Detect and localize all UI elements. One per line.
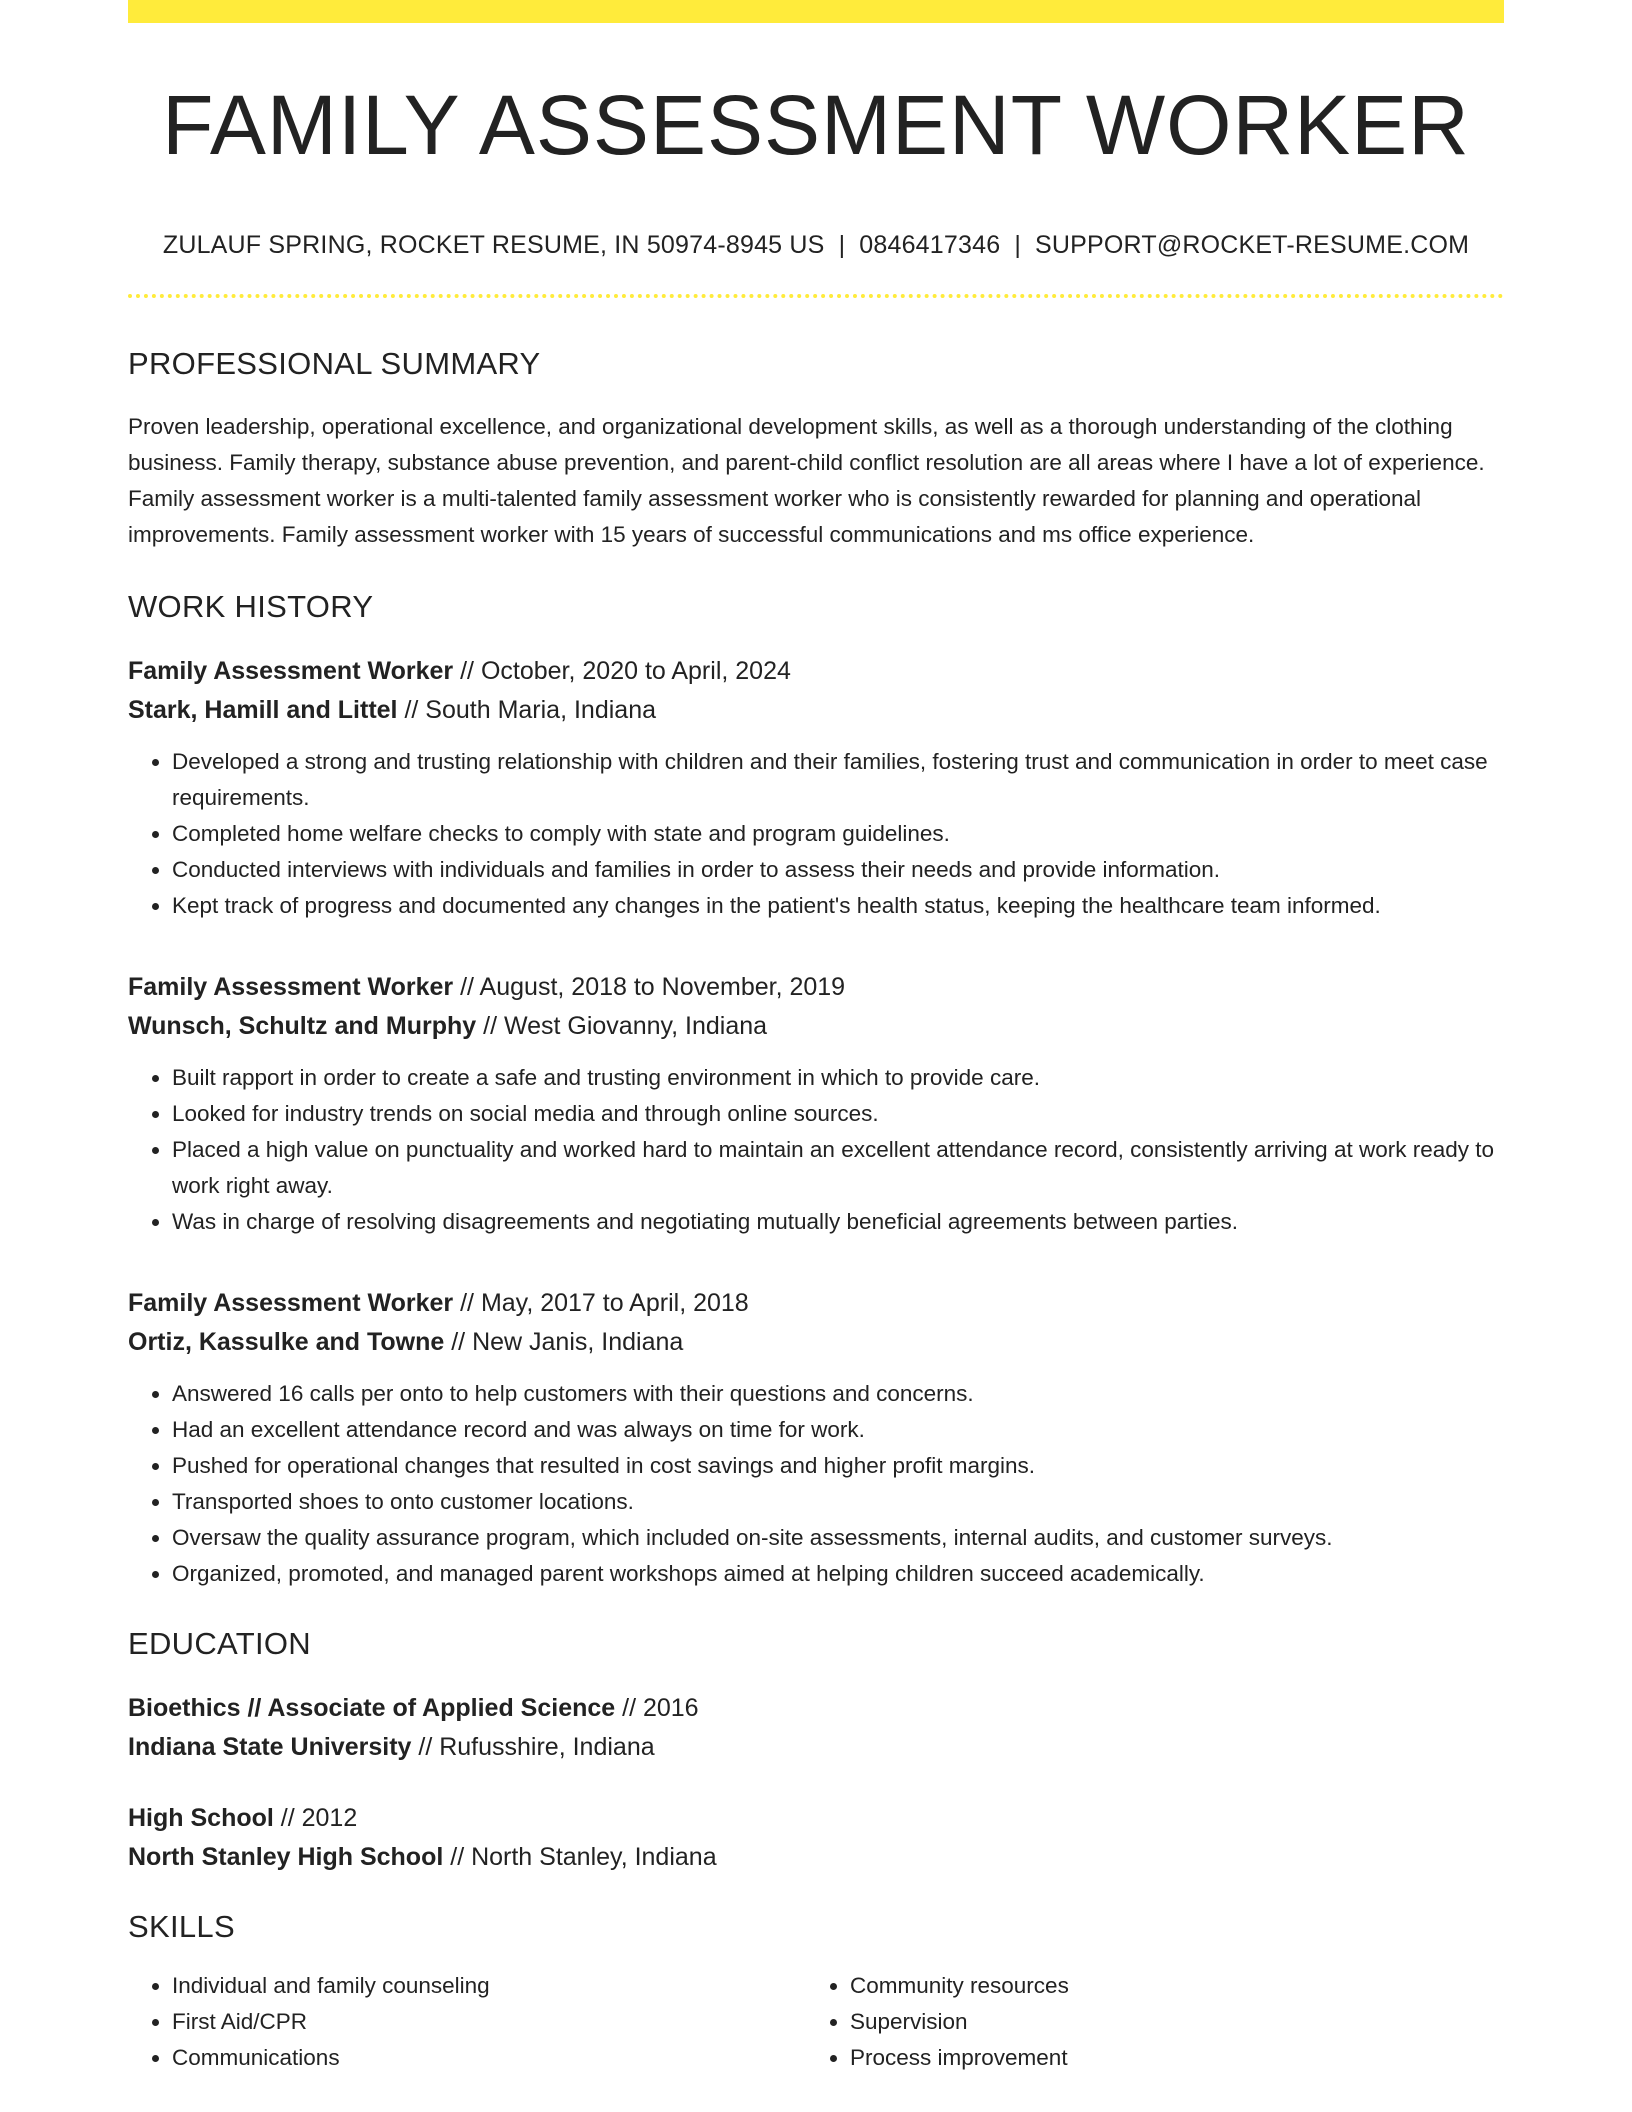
job-role: Family Assessment Worker bbox=[128, 973, 454, 1001]
job-dates: // May, 2017 to April, 2018 bbox=[453, 1289, 749, 1317]
job-entry bbox=[128, 652, 1504, 924]
education-location: // North Stanley, Indiana bbox=[443, 1843, 717, 1871]
job-role-line bbox=[128, 1284, 1504, 1323]
job-location: // New Janis, Indiana bbox=[444, 1328, 684, 1356]
list-item: • Built rapport in order to create a safe and trusting environment in which to provide care. bbox=[172, 1060, 1504, 1096]
resume-page bbox=[128, 0, 1504, 2076]
summary-heading: PROFESSIONAL SUMMARY bbox=[128, 346, 541, 381]
education-school: Indiana State University bbox=[128, 1733, 412, 1761]
skills-heading: SKILLS bbox=[128, 1909, 235, 1944]
skill-item: • Community resources bbox=[850, 1968, 1484, 2004]
education-entry bbox=[128, 1799, 1504, 1877]
education-degree: High School bbox=[128, 1804, 274, 1832]
education-entry bbox=[128, 1689, 1504, 1767]
skills-grid bbox=[128, 1968, 1504, 2076]
skill-item: • First Aid/CPR bbox=[172, 2004, 806, 2040]
education-school-line bbox=[128, 1838, 1504, 1877]
job-bullets bbox=[128, 744, 1504, 924]
job-company: Wunsch, Schultz and Murphy bbox=[128, 1012, 477, 1040]
job-company-line bbox=[128, 1323, 1504, 1362]
list-item: • Kept track of progress and documented any changes in the patient's health status, keeping the healthcare team informed. bbox=[172, 888, 1504, 924]
education-degree-line bbox=[128, 1799, 1504, 1838]
job-bullets bbox=[128, 1060, 1504, 1240]
list-item: • Oversaw the quality assurance program, which included on-site assessments, internal audits, and customer surveys. bbox=[172, 1520, 1504, 1556]
list-item: • Placed a high value on punctuality and worked hard to maintain an excellent attendance record, consistently arriving at work ready to work right away. bbox=[172, 1132, 1504, 1204]
job-role-line bbox=[128, 652, 1504, 691]
education-location: // Rufusshire, Indiana bbox=[411, 1733, 655, 1761]
skills-column-left bbox=[128, 1968, 806, 2076]
list-item: • Pushed for operational changes that resulted in cost savings and higher profit margins. bbox=[172, 1448, 1504, 1484]
education-year: // 2016 bbox=[615, 1694, 699, 1722]
job-dates: // October, 2020 to April, 2024 bbox=[453, 657, 791, 685]
contact-phone: 0846417346 bbox=[859, 231, 1001, 259]
work-history-heading: WORK HISTORY bbox=[128, 589, 374, 624]
skills-column-right bbox=[806, 1968, 1484, 2076]
list-item: • Completed home welfare checks to comply with state and program guidelines. bbox=[172, 816, 1504, 852]
job-dates: // August, 2018 to November, 2019 bbox=[453, 973, 846, 1001]
job-entry bbox=[128, 1284, 1504, 1592]
summary-text: Proven leadership, operational excellence, and organizational development skills, as well as a thorough understanding of the clothing business. Family therapy, substance abuse prevention, and parent-child conflict resolution are all areas where I have a lot of experience. Family assessment worker is a multi-talented family assessment worker who is consistently rewarded for planning and operational improvements. Family assessment worker with 15 years of successful communications and ms office experience. bbox=[128, 414, 1485, 547]
education-heading: EDUCATION bbox=[128, 1626, 311, 1661]
education-school: North Stanley High School bbox=[128, 1843, 444, 1871]
education-school-line bbox=[128, 1728, 1504, 1767]
job-company-line bbox=[128, 1007, 1504, 1046]
list-item: • Conducted interviews with individuals and families in order to assess their needs and provide information. bbox=[172, 852, 1504, 888]
list-item: • Had an excellent attendance record and was always on time for work. bbox=[172, 1412, 1504, 1448]
education-degree: Bioethics // Associate of Applied Science bbox=[128, 1694, 616, 1722]
list-item: • Developed a strong and trusting relationship with children and their families, fostering trust and communication in order to meet case requirements. bbox=[172, 744, 1504, 816]
list-item: • Was in charge of resolving disagreements and negotiating mutually beneficial agreements between parties. bbox=[172, 1204, 1504, 1240]
job-bullets bbox=[128, 1376, 1504, 1592]
job-location: // West Giovanny, Indiana bbox=[476, 1012, 768, 1040]
skill-item: • Individual and family counseling bbox=[172, 1968, 806, 2004]
list-item: • Looked for industry trends on social media and through online sources. bbox=[172, 1096, 1504, 1132]
contact-address: ZULAUF SPRING, ROCKET RESUME, IN 50974-8945 US bbox=[162, 231, 825, 259]
list-item: • Organized, promoted, and managed parent workshops aimed at helping children succeed academically. bbox=[172, 1556, 1504, 1592]
job-company-line bbox=[128, 691, 1504, 730]
list-item: • Transported shoes to onto customer locations. bbox=[172, 1484, 1504, 1520]
job-company: Ortiz, Kassulke and Towne bbox=[128, 1328, 445, 1356]
skill-item: • Process improvement bbox=[850, 2040, 1484, 2076]
list-item: • Answered 16 calls per onto to help customers with their questions and concerns. bbox=[172, 1376, 1504, 1412]
job-location: // South Maria, Indiana bbox=[397, 696, 656, 724]
contact-email: SUPPORT@ROCKET-RESUME.COM bbox=[1035, 231, 1470, 259]
skill-item: • Supervision bbox=[850, 2004, 1484, 2040]
contact-separator: | bbox=[1014, 231, 1022, 259]
job-company: Stark, Hamill and Littel bbox=[128, 696, 398, 724]
job-role-line bbox=[128, 968, 1504, 1007]
page-title: FAMILY ASSESSMENT WORKER bbox=[162, 78, 1470, 172]
job-entry bbox=[128, 968, 1504, 1240]
skill-item: • Communications bbox=[172, 2040, 806, 2076]
contact-line bbox=[128, 233, 1504, 258]
education-degree-line bbox=[128, 1689, 1504, 1728]
dotted-divider bbox=[128, 294, 1504, 298]
contact-separator: | bbox=[838, 231, 846, 259]
accent-top-bar bbox=[128, 0, 1504, 23]
job-role: Family Assessment Worker bbox=[128, 657, 454, 685]
education-year: // 2012 bbox=[273, 1804, 358, 1832]
job-role: Family Assessment Worker bbox=[128, 1289, 454, 1317]
